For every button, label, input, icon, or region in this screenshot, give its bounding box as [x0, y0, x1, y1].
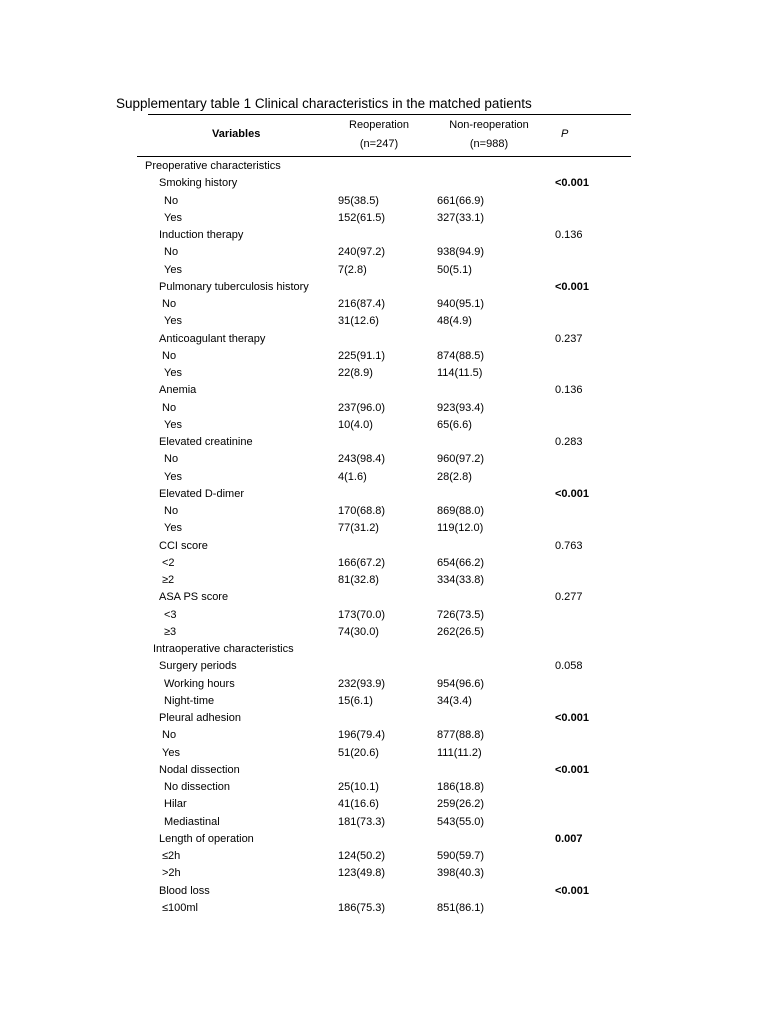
reoperation-value: 51(20.6)	[338, 746, 379, 759]
row-label: Anticoagulant therapy	[159, 332, 266, 345]
table-row	[0, 727, 768, 744]
table-row	[0, 589, 768, 606]
reoperation-value: 4(1.6)	[338, 470, 367, 483]
non-reoperation-value: 186(18.8)	[437, 781, 485, 793]
row-label: ≤2h	[162, 850, 181, 862]
reoperation-value: 25(10.1)	[338, 781, 379, 793]
table-row	[0, 848, 768, 865]
non-reoperation-value: 50(5.1)	[437, 263, 472, 276]
table-row	[0, 382, 768, 399]
p-value: 0.283	[555, 436, 583, 448]
row-label: Anemia	[159, 384, 197, 397]
row-label: Yes	[164, 263, 182, 276]
non-reoperation-value: 661(66.9)	[437, 194, 485, 207]
non-reoperation-value: 923(93.4)	[437, 401, 485, 414]
row-label: Nodal dissection	[159, 763, 240, 776]
row-label: Pleural adhesion	[159, 712, 241, 724]
p-value: <0.001	[555, 280, 589, 293]
row-label: Working hours	[164, 677, 235, 690]
non-reoperation-value: 960(97.2)	[437, 453, 485, 466]
table-row	[0, 469, 768, 486]
table-row	[0, 693, 768, 710]
non-reoperation-value: 940(95.1)	[437, 298, 485, 310]
table-row	[0, 313, 768, 330]
table-row	[0, 158, 768, 175]
non-reoperation-value: 869(88.0)	[437, 505, 485, 517]
table-row	[0, 641, 768, 658]
table-row	[0, 710, 768, 727]
table-row	[0, 572, 768, 589]
row-label: CCI score	[159, 539, 208, 552]
non-reoperation-value: 48(4.9)	[437, 315, 472, 328]
p-value: 0.136	[555, 229, 583, 241]
p-value: 0.058	[555, 660, 583, 673]
reoperation-value: 31(12.6)	[338, 315, 379, 328]
reoperation-value: 74(30.0)	[338, 625, 379, 638]
non-reoperation-value: 259(26.2)	[437, 798, 485, 811]
row-label: No dissection	[164, 781, 231, 793]
header-variables: Variables	[212, 128, 261, 140]
non-reoperation-value: 398(40.3)	[437, 867, 485, 880]
table-row	[0, 434, 768, 451]
table-row	[0, 503, 768, 520]
row-label: Night-time	[164, 694, 215, 707]
reoperation-value: 232(93.9)	[338, 677, 386, 690]
reoperation-value: 243(98.4)	[338, 453, 386, 466]
row-label: No	[164, 246, 179, 259]
table-row	[0, 555, 768, 572]
p-value: <0.001	[555, 712, 589, 724]
table-header-rule	[137, 156, 631, 157]
table-row	[0, 900, 768, 917]
table-row	[0, 658, 768, 675]
table-row	[0, 814, 768, 831]
non-reoperation-value: 938(94.9)	[437, 246, 485, 259]
p-value: <0.001	[555, 884, 589, 897]
non-reoperation-value: 262(26.5)	[437, 625, 485, 638]
p-value: 0.237	[555, 332, 583, 345]
table-row	[0, 883, 768, 900]
row-label: Hilar	[164, 798, 187, 811]
p-value: <0.001	[555, 177, 589, 190]
row-label: <2	[162, 556, 175, 569]
table-row	[0, 624, 768, 641]
row-label: <3	[164, 608, 177, 621]
reoperation-value: 181(73.3)	[338, 815, 386, 828]
table-row	[0, 745, 768, 762]
table-row	[0, 831, 768, 848]
row-label: Preoperative characteristics	[145, 160, 281, 172]
p-value: 0.763	[555, 539, 583, 552]
p-value: <0.001	[555, 763, 589, 776]
table-row	[0, 417, 768, 434]
table-body	[0, 158, 768, 917]
row-label: No	[162, 298, 177, 310]
table-row	[0, 762, 768, 779]
row-label: Surgery periods	[159, 660, 237, 673]
p-value: 0.277	[555, 591, 583, 604]
row-label: Yes	[164, 211, 182, 224]
table-row	[0, 244, 768, 261]
non-reoperation-value: 114(11.5)	[437, 367, 483, 379]
row-label: No	[164, 453, 179, 466]
reoperation-value: 237(96.0)	[338, 401, 386, 414]
table-caption: Supplementary table 1 Clinical characteristics in the matched patients	[116, 96, 532, 111]
reoperation-value: 124(50.2)	[338, 850, 386, 862]
table-row	[0, 607, 768, 624]
reoperation-value: 95(38.5)	[338, 194, 379, 207]
row-label: Intraoperative characteristics	[153, 643, 294, 655]
non-reoperation-value: 654(66.2)	[437, 556, 485, 569]
reoperation-value: 77(31.2)	[338, 522, 379, 535]
non-reoperation-value: 65(6.6)	[437, 418, 472, 431]
table-row	[0, 210, 768, 227]
reoperation-value: 22(8.9)	[338, 367, 373, 379]
row-label: No	[162, 401, 177, 414]
row-label: No	[162, 349, 177, 362]
table-row	[0, 331, 768, 348]
table-row	[0, 365, 768, 382]
reoperation-value: 152(61.5)	[338, 211, 386, 224]
table-row	[0, 296, 768, 313]
non-reoperation-value: 874(88.5)	[437, 349, 485, 362]
reoperation-value: 170(68.8)	[338, 505, 386, 517]
reoperation-value: 41(16.6)	[338, 798, 379, 811]
row-label: No	[164, 194, 179, 207]
non-reoperation-value: 334(33.8)	[437, 574, 485, 586]
row-label: Yes	[164, 418, 182, 431]
row-label: Yes	[162, 746, 180, 759]
non-reoperation-value: 590(59.7)	[437, 850, 485, 862]
header-reoperation: Reoperation	[349, 119, 409, 131]
row-label: Elevated creatinine	[159, 436, 253, 448]
header-p-value: P	[561, 128, 569, 140]
reoperation-value: 7(2.8)	[338, 263, 367, 276]
row-label: No	[162, 729, 177, 742]
reoperation-value: 15(6.1)	[338, 694, 373, 707]
header-reoperation-n: (n=247)	[359, 138, 399, 150]
non-reoperation-value: 111(11.2)	[437, 746, 482, 759]
table-row	[0, 175, 768, 192]
reoperation-value: 10(4.0)	[338, 418, 373, 431]
table-row	[0, 279, 768, 296]
row-label: ≥2	[162, 574, 175, 586]
p-value: <0.001	[555, 487, 589, 500]
table-row	[0, 520, 768, 537]
p-value: 0.136	[555, 384, 583, 397]
table-row	[0, 451, 768, 468]
row-label: ≥3	[164, 625, 177, 638]
row-label: Pulmonary tuberculosis history	[159, 280, 309, 293]
row-label: ASA PS score	[159, 591, 229, 604]
row-label: Yes	[164, 315, 182, 328]
non-reoperation-value: 877(88.8)	[437, 729, 485, 742]
row-label: Mediastinal	[164, 815, 220, 828]
reoperation-value: 240(97.2)	[338, 246, 386, 259]
table-row	[0, 676, 768, 693]
row-label: Yes	[164, 367, 182, 379]
reoperation-value: 225(91.1)	[338, 349, 386, 362]
row-label: Elevated D-dimer	[159, 487, 244, 500]
row-label: ≤100ml	[162, 901, 198, 914]
table-row	[0, 227, 768, 244]
table-top-rule	[148, 114, 631, 115]
row-label: Yes	[164, 522, 182, 535]
row-label: Smoking history	[159, 177, 238, 190]
non-reoperation-value: 726(73.5)	[437, 608, 485, 621]
header-non-reoperation-n: (n=988)	[469, 138, 509, 150]
table-row	[0, 486, 768, 503]
table-row	[0, 262, 768, 279]
non-reoperation-value: 28(2.8)	[437, 470, 472, 483]
table-row	[0, 538, 768, 555]
non-reoperation-value: 851(86.1)	[437, 901, 485, 914]
table-row	[0, 193, 768, 210]
reoperation-value: 186(75.3)	[338, 901, 386, 914]
table-row	[0, 400, 768, 417]
non-reoperation-value: 954(96.6)	[437, 677, 485, 690]
reoperation-value: 216(87.4)	[338, 298, 386, 310]
table-row	[0, 779, 768, 796]
row-label: Induction therapy	[159, 229, 244, 241]
table-row	[0, 796, 768, 813]
row-label: Blood loss	[159, 884, 210, 897]
reoperation-value: 196(79.4)	[338, 729, 386, 742]
reoperation-value: 81(32.8)	[338, 574, 379, 586]
row-label: >2h	[162, 867, 181, 880]
reoperation-value: 123(49.8)	[338, 867, 386, 880]
table-row	[0, 865, 768, 882]
table-row	[0, 348, 768, 365]
non-reoperation-value: 327(33.1)	[437, 211, 485, 224]
reoperation-value: 166(67.2)	[338, 556, 386, 569]
header-non-reoperation: Non-reoperation	[449, 119, 529, 131]
row-label: Yes	[164, 470, 182, 483]
non-reoperation-value: 543(55.0)	[437, 815, 485, 828]
non-reoperation-value: 34(3.4)	[437, 694, 472, 707]
reoperation-value: 173(70.0)	[338, 608, 386, 621]
p-value: 0.007	[555, 832, 583, 845]
row-label: Length of operation	[159, 832, 254, 845]
row-label: No	[164, 505, 179, 517]
non-reoperation-value: 119(12.0)	[437, 522, 484, 535]
